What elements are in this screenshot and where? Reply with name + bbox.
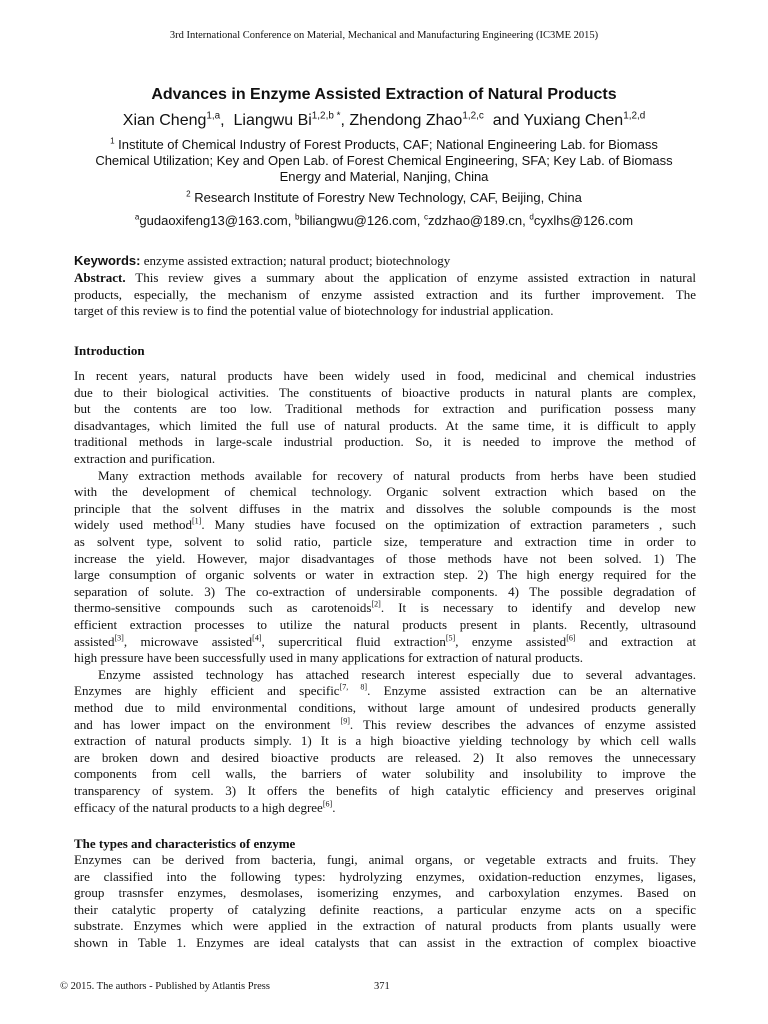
text-line <box>74 451 696 468</box>
author: Liangwu $Bi^{1,2,b *}$, <box>233 110 350 129</box>
paragraph <box>74 368 696 468</box>
citation-ref: [5] <box>445 633 456 643</box>
keywords <box>74 253 696 270</box>
author-list <box>0 112 768 130</box>
text-run: , supercritical fluid extraction <box>261 633 446 649</box>
copyright-footer: © 2015. The authors - Published by Atlantis Press <box>60 981 270 992</box>
abstract-label: Abstract. <box>74 270 126 285</box>
abstract <box>74 270 696 320</box>
text-run: thermo-sensitive compounds such as carotenoids <box>74 600 372 616</box>
author: Yuxiang Chen$^{1,2,d}$ <box>523 110 646 129</box>
text-run: efficacy of the natural products to a high degree <box>74 799 323 815</box>
section-heading: The types and characteristics of enzyme <box>74 836 296 851</box>
text-line <box>74 667 696 684</box>
text-line <box>74 902 696 919</box>
page-number: 371 <box>374 981 390 992</box>
text-run: shown in Table 1. Enzymes are ideal catalysts that can assist in the extraction of complex bioactive <box>74 934 696 950</box>
email-link[interactable]: $^a$gudaoxifeng13@163.com <box>134 212 288 228</box>
text-line <box>74 650 696 667</box>
text-run: high pressure have been successfully used in many applications for extraction of natural products. <box>74 650 584 666</box>
text-line <box>74 869 696 886</box>
text-run: as solvent type, solvent to solid ratio, particle size, temperature and extraction time in order to <box>74 533 696 549</box>
text-line <box>74 600 696 617</box>
text-run: their catalytic property of catalyzing definite reactions, a particular enzyme acts on a specific <box>74 901 696 917</box>
text-line <box>74 700 696 717</box>
text-run: extraction and purification. <box>74 450 216 466</box>
text-line <box>74 468 696 485</box>
text-line <box>74 551 696 568</box>
text-line <box>74 303 696 320</box>
text-line <box>74 484 696 501</box>
section-heading: Introduction <box>74 343 145 358</box>
text-run: target of this review is to find the potential value of biotechnology for industrial application. <box>74 303 554 319</box>
email-link[interactable]: $^c$zdzhao@189.cn <box>423 212 523 228</box>
paragraph <box>74 667 696 816</box>
email-link[interactable]: $^d$cyxlhs@126.com <box>529 212 634 228</box>
text-line <box>74 534 696 551</box>
text-run: and has lower impact on the environment <box>74 716 341 732</box>
citation-ref: [6] <box>322 799 333 809</box>
text-line <box>74 287 696 304</box>
text-run: principle that the solvent diffuses in the matrix and dissolves the soluble compounds is the most <box>74 500 696 516</box>
paper-title: Advances in Enzyme Assisted Extraction of Natural Products <box>151 86 617 103</box>
text-run: substrate. Enzymes which were applied in the extraction of natural products from plants usually were <box>74 918 696 934</box>
text-line <box>74 368 696 385</box>
text-run: Enzymes can be derived from bacteria, fungi, animal organs, or vegetable extracts and fruits. They <box>74 852 696 867</box>
text-line <box>74 584 696 601</box>
text-run: are classified into the following types: hydrolyzing enzymes, oxidation-reduction enzymes, ligases, <box>74 868 696 884</box>
text-run: with the development of chemical technology. Organic solvent extraction which based on the <box>74 484 696 500</box>
text-run: . Many studies have focused on the optimization of extraction parameters , such <box>201 517 696 533</box>
text-run: assisted <box>74 633 115 649</box>
text-run: Enzyme assisted technology has attached research interest especially due to several advantages. <box>98 666 696 682</box>
text-run: are broken down and desired bioactive products are released. 2) It also removes the unnecessary <box>74 749 696 765</box>
text-run: Many extraction methods available for recovery of natural products from herbs have been studied <box>98 467 696 483</box>
conference-header: 3rd International Conference on Material, Mechanical and Manufacturing Engineering (IC3ME 2015) <box>169 30 599 41</box>
text-run: but the contents are too low. Traditional methods for extraction and purification possess many <box>74 401 696 417</box>
text-run: In recent years, natural products have been widely used in food, medicinal and chemical industries <box>74 368 696 383</box>
text-line <box>74 385 696 402</box>
citation-ref: [9] <box>340 716 350 726</box>
text-run: large consumption of organic solvents or water in extraction step. 2) The high energy required for the <box>74 567 696 583</box>
text-run: . <box>332 799 336 815</box>
citation-ref: [3] <box>114 633 124 643</box>
keywords-label: Keywords: <box>74 253 141 268</box>
text-line <box>74 683 696 700</box>
citation-ref: [6] <box>566 633 576 643</box>
text-run: . This review describes the advances of enzyme assisted <box>349 716 696 732</box>
text-run: traditional methods in large-scale industrial production. So, it is needed to improve the method of <box>74 434 696 450</box>
text-line <box>74 517 696 534</box>
text-run: disadvantages, which limited the full use of natural products. At the same time, it is difficult to apply <box>74 417 696 433</box>
text-line <box>74 501 696 518</box>
text-line <box>74 935 696 952</box>
text-run: method due to mild environmental conditions, without large amount of undesired products generally <box>74 699 696 715</box>
text-run: , microwave assisted <box>123 633 253 649</box>
text-run: , enzyme assisted <box>455 633 567 649</box>
text-run: efficient extraction processes to utilize the natural products present in plants. Recently, ultrasound <box>74 616 696 632</box>
text-run: widely used method <box>74 517 192 533</box>
author-emails: $^a$gudaoxifeng13@163.com, $^b$biliangwu@126.com, $^c$zdzhao@189.cn, $^d$cyxlhs@126.com <box>134 212 634 228</box>
email-link[interactable]: $^b$biliangwu@126.com <box>295 212 417 228</box>
text-run: products, especially, the mechanism of enzyme assisted extraction and its further improvement. The <box>74 286 696 302</box>
text-run: . Enzyme assisted extraction can be an alternative <box>367 683 696 699</box>
text-line <box>74 717 696 734</box>
text-run: increase the yield. However, major disadvantages of those methods have not been solved. 1) The <box>74 550 696 566</box>
affiliation-2: $^2$ Research Institute of Forestry New Technology, CAF, Beijing, China <box>186 189 582 205</box>
text-run: . It is necessary to identify and develop new <box>380 600 697 616</box>
text-line <box>74 733 696 750</box>
text-line <box>74 634 696 651</box>
text-line <box>126 270 696 285</box>
text-line <box>74 418 696 435</box>
affiliation-1: $^1$ Institute of Chemical Industry of Forest Products, CAF; National Engineering Lab. for Biomass Chemical Utilization; Key and Open Lab. of Forest Chemical Engineering, SFA; Key Lab. of Biomass Energy and Material, Nanjing, China <box>95 136 673 184</box>
text-line <box>74 567 696 584</box>
citation-ref: [7, 8] <box>339 683 368 693</box>
author: Zhendong Zhao$^{1,2,c}$ and <box>349 110 524 129</box>
text-run: components from cell walls, the barriers of water solubility and insolubility to improve the <box>74 766 696 782</box>
text-line <box>74 766 696 783</box>
text-run: Enzymes are highly efficient and specific <box>74 683 340 699</box>
text-line <box>74 800 696 817</box>
text-run: extraction of natural products simply. 1) It is a high bioactive yielding technology by which cell walls <box>74 733 696 749</box>
author: Xian Cheng$^{1,a}$, <box>122 110 234 129</box>
text-run: This review gives a summary about the application of enzyme assisted extraction in natural <box>125 270 696 285</box>
text-run: separation of solute. 3) The co-extraction of undersirable components. 4) The possible degradation of <box>74 583 696 599</box>
citation-ref: [2] <box>371 600 381 610</box>
paragraph <box>74 468 696 667</box>
text-line <box>74 783 696 800</box>
citation-ref: [4] <box>252 633 262 643</box>
text-run: due to their biological activities. The constituents of bioactive products in natural plants are complex, <box>74 384 696 400</box>
text-line <box>74 885 696 902</box>
text-line <box>74 401 696 418</box>
text-run: and extraction at <box>575 633 696 649</box>
text-line <box>74 750 696 767</box>
text-line <box>74 852 696 869</box>
keywords-text: enzyme assisted extraction; natural product; biotechnology <box>143 253 451 268</box>
citation-ref: [1] <box>191 517 202 527</box>
text-line <box>74 918 696 935</box>
paragraph <box>74 852 696 952</box>
text-line <box>74 617 696 634</box>
text-run: transparency of system. 3) It offers the benefits of high catalytic efficiency and preserves original <box>74 782 696 798</box>
text-line <box>74 434 696 451</box>
text-run: group trasnsfer enzymes, desmolases, isomerizing enzymes, and carboxylation enzymes. Based on <box>74 885 696 901</box>
